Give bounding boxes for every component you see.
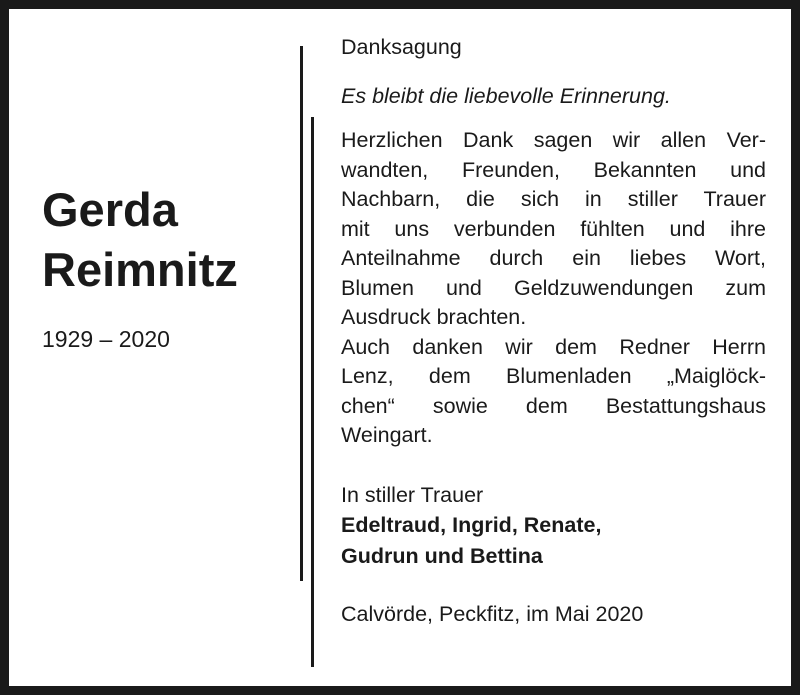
mourners-block [341,480,766,572]
thanks-text-line: Nachbarn, die sich in stiller Trauer [341,187,766,211]
thanks-text-line: mit uns verbunden fühlten und ihre [341,216,766,241]
deceased-block [42,180,292,354]
deceased-first-name: Gerda [42,183,178,236]
divider-line-right [311,117,314,667]
deceased-last-name: Reimnitz [42,243,238,296]
thanks-text [341,126,766,451]
notice-heading: Danksagung [341,35,462,59]
divider-line-left [300,46,303,581]
notice-motto: Es bleibt die liebevolle Erinnerung. [341,84,671,108]
place-and-date: Calvörde, Peckfitz, im Mai 2020 [341,601,644,626]
mourning-label: In stiller Trauer [341,482,484,507]
thanks-block [341,33,766,629]
thanks-text-line: Anteilnahme durch ein liebes Wort, [341,246,766,270]
thanks-text-line: Herzlichen Dank sagen wir allen Ver- [341,128,766,152]
mourners-names-line-2: Gudrun und Bettina [341,543,543,568]
thanks-text-line: Ausdruck brachten. [341,305,527,329]
thanks-text-line: chen“ sowie dem Bestattungshaus [341,393,766,418]
thanks-text-line: Lenz, dem Blumenladen „Maiglöck- [341,364,766,388]
thanks-text-line: Blumen und Geldzuwendungen zum [341,275,766,300]
thanks-text-line: Weingart. [341,423,433,447]
mourners-names-line-1: Edeltraud, Ingrid, Renate, [341,512,602,537]
thanks-text-line: Auch danken wir dem Redner Herrn [341,334,766,359]
life-years: 1929 – 2020 [42,326,170,352]
thanks-text-line: wandten, Freunden, Bekannten und [341,157,766,182]
